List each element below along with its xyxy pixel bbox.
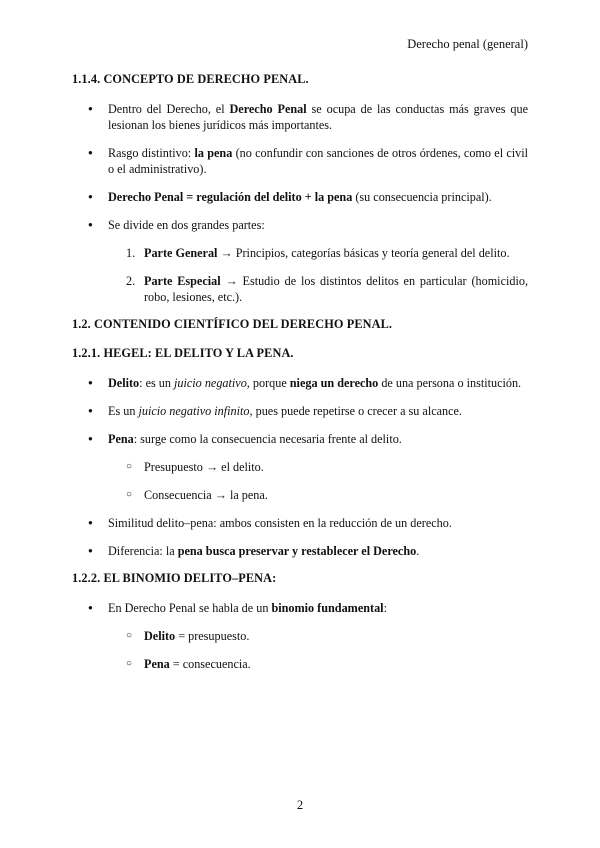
numbered-item: 1. Parte General → Principios, categorías básicas y teoría general del delito. bbox=[126, 246, 510, 260]
list-item: ● Rasgo distintivo: la pena (no confundir con sanciones de otros órdenes, como el civil o el administrativo). bbox=[108, 145, 528, 177]
list-item: ● Derecho Penal = regulación del delito + la pena (su consecuencia principal). bbox=[108, 189, 528, 205]
sub-list-item: ○ Presupuesto → el delito. bbox=[144, 459, 528, 475]
sub-list-item: ○ Consecuencia → la pena. bbox=[144, 487, 528, 503]
list-item: ● Es un juicio negativo infinito, pues puede repetirse o crecer a su alcance. bbox=[108, 403, 528, 419]
list-item: ● Similitud delito–pena: ambos consisten en la reducción de un derecho. bbox=[108, 515, 528, 531]
list-item: ● Se divide en dos grandes partes: 1. Parte General → Principios, categorías básicas y teoría general del delito. 2. Parte Especial → Estudio de los distintos delitos en particular (homicidio, robo, lesiones, etc.). bbox=[108, 217, 528, 305]
bullet-list bbox=[72, 101, 528, 305]
list-item: ● Dentro del Derecho, el Derecho Penal se ocupa de las conductas más graves que lesionan los bienes jurídicos más importantes. bbox=[108, 101, 528, 133]
section-heading-1-2: 1.2. CONTENIDO CIENTÍFICO DEL DERECHO PENAL. bbox=[72, 317, 393, 331]
sub-list-item: ○ Pena = consecuencia. bbox=[144, 656, 528, 672]
list-item: ● Delito: es un juicio negativo, porque niega un derecho de una persona o institución. bbox=[108, 375, 528, 391]
numbered-list bbox=[108, 245, 528, 305]
list-item: ● En Derecho Penal se habla de un binomio fundamental: ○ Delito = presupuesto. ○ Pena = consecuencia. bbox=[108, 600, 528, 672]
section-heading-1-1-4: 1.1.4. CONCEPTO DE DERECHO PENAL. bbox=[72, 72, 309, 86]
numbered-item: 2. Parte Especial → Estudio de los distintos delitos en particular (homicidio, robo, lesiones, etc.). bbox=[126, 274, 528, 304]
page-number: 2 bbox=[296, 798, 304, 812]
section-heading-1-2-1: 1.2.1. HEGEL: EL DELITO Y LA PENA. bbox=[72, 346, 294, 360]
bullet-list bbox=[72, 600, 528, 672]
list-item: ● Diferencia: la pena busca preservar y restablecer el Derecho. bbox=[108, 543, 528, 559]
bullet-list bbox=[72, 375, 528, 559]
running-header: Derecho penal (general) bbox=[407, 37, 528, 51]
sub-list bbox=[108, 459, 528, 503]
list-item: ● Pena: surge como la consecuencia necesaria frente al delito. ○ Presupuesto → el delito. ○ Consecuencia → la pena. bbox=[108, 431, 528, 503]
document-body bbox=[72, 72, 528, 684]
section-heading-1-2-2: 1.2.2. EL BINOMIO DELITO–PENA: bbox=[72, 571, 277, 585]
sub-list bbox=[108, 628, 528, 672]
sub-list-item: ○ Delito = presupuesto. bbox=[144, 628, 528, 644]
